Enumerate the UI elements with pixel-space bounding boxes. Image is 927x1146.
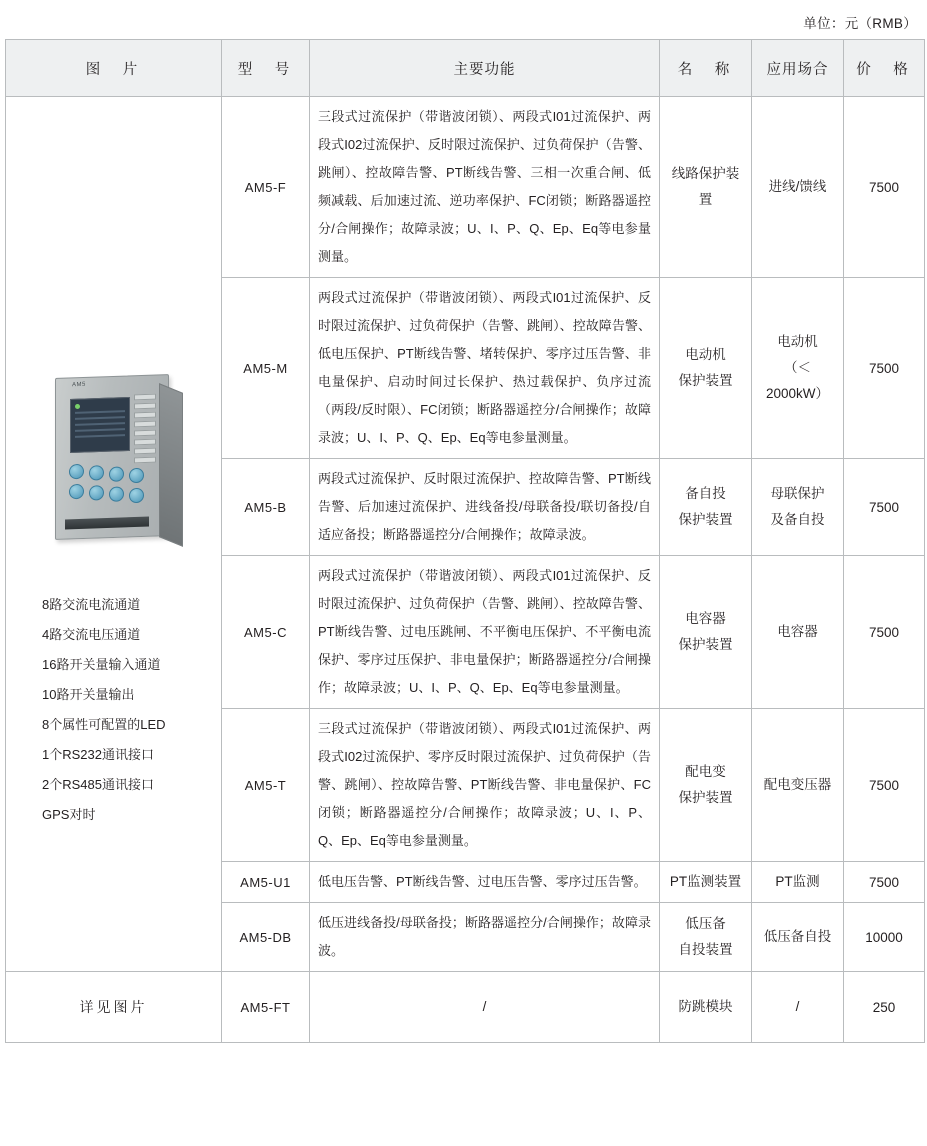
name-cell bbox=[660, 459, 752, 556]
table-row bbox=[6, 97, 925, 278]
price-cell: 7500 bbox=[844, 862, 925, 903]
product-image-cell bbox=[6, 97, 222, 972]
function-cell: 三段式过流保护（带谐波闭锁）、两段式I01过流保护、两段式I02过流保护、零序反时限过流保护、过负荷保护（告警、跳闸）、控故障告警、PT断线告警、非电量保护、FC闭锁；断路器遥控分/合闸操作；故障录波；U、I、P、Q、Ep、Eq等电参量测量。 bbox=[310, 709, 660, 862]
name-cell bbox=[660, 278, 752, 459]
image-detail-cell: 详见图片 bbox=[6, 972, 222, 1043]
list-item: 10路开关量输出 bbox=[42, 687, 135, 702]
scene-line-2: 及备自投 bbox=[770, 512, 825, 527]
name-line-1: 配电变 bbox=[685, 764, 726, 779]
header-function: 主要功能 bbox=[310, 40, 660, 97]
unit-label: 单位：元（RMB） bbox=[803, 16, 917, 31]
list-item: 1个RS232通讯接口 bbox=[42, 747, 154, 762]
price-cell: 7500 bbox=[844, 278, 925, 459]
name-cell: 防跳模块 bbox=[660, 972, 752, 1043]
name-line-1: 备自投 bbox=[685, 486, 726, 501]
model-cell: AM5-T bbox=[222, 709, 310, 862]
name-line-2: 保护装置 bbox=[678, 637, 733, 652]
price-cell: 10000 bbox=[844, 903, 925, 972]
model-cell: AM5-FT bbox=[222, 972, 310, 1043]
device-illustration bbox=[14, 238, 213, 556]
table-header-row bbox=[6, 40, 925, 97]
function-cell: 三段式过流保护（带谐波闭锁）、两段式I01过流保护、两段式I02过流保护、反时限过流保护、过负荷保护（告警、跳闸）、控故障告警、PT断线告警、三相一次重合闸、低频减载、后加速过流、逆功率保护、FC闭锁；断路器遥控分/合闸操作；故障录波；U、I、P、Q、Ep、Eq等电参量测量。 bbox=[310, 97, 660, 278]
list-item: 2个RS485通讯接口 bbox=[42, 777, 154, 792]
model-cell: AM5-M bbox=[222, 278, 310, 459]
model-cell: AM5-U1 bbox=[222, 862, 310, 903]
name-cell bbox=[660, 709, 752, 862]
name-line-1: 电容器 bbox=[685, 611, 726, 626]
feature-list bbox=[14, 590, 213, 830]
protection-device-image bbox=[39, 368, 189, 556]
name-line-2: 保护装置 bbox=[678, 512, 733, 527]
table-row bbox=[6, 972, 925, 1043]
header-image: 图 片 bbox=[6, 40, 222, 97]
scene-cell: 低压备自投 bbox=[752, 903, 844, 972]
device-brand-label: AM5 bbox=[71, 381, 86, 389]
scene-cell: PT监测 bbox=[752, 862, 844, 903]
product-spec-table bbox=[5, 39, 925, 1043]
name-line-1: 低压备 bbox=[685, 916, 726, 931]
header-price: 价 格 bbox=[844, 40, 925, 97]
header-model: 型 号 bbox=[222, 40, 310, 97]
model-cell: AM5-C bbox=[222, 556, 310, 709]
power-led-icon bbox=[75, 404, 80, 409]
name-cell: 线路保护装置 bbox=[660, 97, 752, 278]
price-cell: 7500 bbox=[844, 556, 925, 709]
scene-cell bbox=[752, 278, 844, 459]
name-line-1: 电动机 bbox=[685, 347, 726, 362]
scene-cell: / bbox=[752, 972, 844, 1043]
list-item: 8路交流电流通道 bbox=[42, 597, 141, 612]
function-cell: 低电压告警、PT断线告警、过电压告警、零序过压告警。 bbox=[310, 862, 660, 903]
name-cell bbox=[660, 903, 752, 972]
model-cell: AM5-F bbox=[222, 97, 310, 278]
name-line-2: 保护装置 bbox=[678, 373, 733, 388]
list-item: 16路开关量输入通道 bbox=[42, 657, 161, 672]
price-cell: 7500 bbox=[844, 709, 925, 862]
led-bar-icon bbox=[134, 394, 156, 451]
scene-line-1: 电动机 bbox=[777, 334, 818, 349]
name-line-2: 自投装置 bbox=[678, 942, 733, 957]
function-cell: 两段式过流保护（带谐波闭锁）、两段式I01过流保护、反时限过流保护、过负荷保护（告警、跳闸）、控故障告警、PT断线告警、过电压跳闸、不平衡电压保护、不平衡电流保护、零序过压保护、非电量保护；断路器遥控分/合闸操作；故障录波；U、I、P、Q、Ep、Eq等电参量测量。 bbox=[310, 556, 660, 709]
name-cell bbox=[660, 556, 752, 709]
function-cell: 两段式过流保护（带谐波闭锁）、两段式I01过流保护、反时限过流保护、过负荷保护（告警、跳闸）、控故障告警、低电压保护、PT断线告警、堵转保护、零序过压告警、非电量保护、启动时间过长保护、热过载保护、负序过流（两段/反时限）、FC闭锁；断路器遥控分/合闸操作；故障录波；U、I、P、Q、Ep、Eq等电参量测量。 bbox=[310, 278, 660, 459]
function-cell: / bbox=[310, 972, 660, 1043]
function-cell: 低压进线备投/母联备投；断路器遥控分/合闸操作；故障录波。 bbox=[310, 903, 660, 972]
list-item: 8个属性可配置的LED bbox=[42, 717, 166, 732]
price-cell: 7500 bbox=[844, 459, 925, 556]
header-name: 名 称 bbox=[660, 40, 752, 97]
name-cell: PT监测装置 bbox=[660, 862, 752, 903]
scene-line-1: 母联保护 bbox=[770, 486, 825, 501]
scene-cell: 配电变压器 bbox=[752, 709, 844, 862]
name-line-2: 保护装置 bbox=[678, 790, 733, 805]
scene-cell: 进线/馈线 bbox=[752, 97, 844, 278]
keypad-icon bbox=[67, 462, 147, 517]
scene-cell bbox=[752, 459, 844, 556]
header-scene: 应用场合 bbox=[752, 40, 844, 97]
top-note bbox=[4, 0, 324, 6]
list-item: 4路交流电压通道 bbox=[42, 627, 141, 642]
scene-cell: 电容器 bbox=[752, 556, 844, 709]
scene-line-2: （＜2000kW） bbox=[765, 360, 830, 401]
price-cell: 7500 bbox=[844, 97, 925, 278]
model-cell: AM5-B bbox=[222, 459, 310, 556]
model-cell: AM5-DB bbox=[222, 903, 310, 972]
list-item: GPS对时 bbox=[42, 807, 96, 822]
price-cell: 250 bbox=[844, 972, 925, 1043]
function-cell: 两段式过流保护、反时限过流保护、控故障告警、PT断线告警、后加速过流保护、进线备投/母联备投/联切备投/自适应备投；断路器遥控分/合闸操作；故障录波。 bbox=[310, 459, 660, 556]
